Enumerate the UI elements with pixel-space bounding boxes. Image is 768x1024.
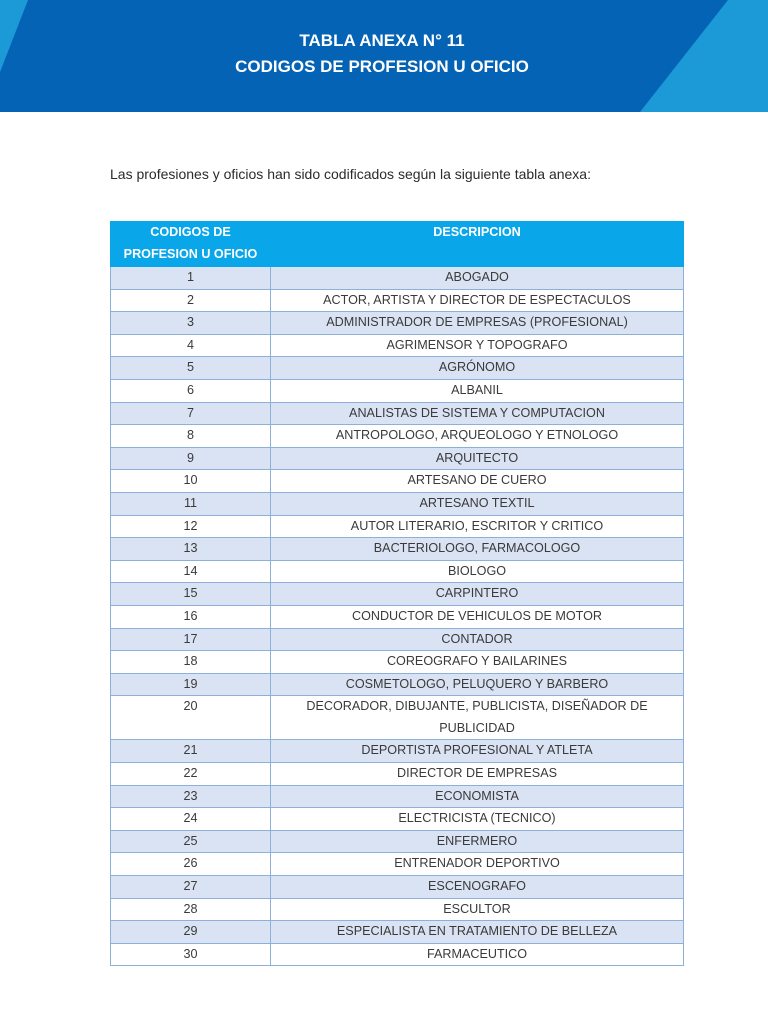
- column-header-code: CODIGOS DE PROFESION U OFICIO: [111, 222, 271, 267]
- description-cell: ACTOR, ARTISTA Y DIRECTOR DE ESPECTACULOS: [271, 289, 684, 312]
- code-cell: 26: [111, 853, 271, 876]
- code-cell: 14: [111, 560, 271, 583]
- code-cell: 22: [111, 763, 271, 786]
- description-cell: CONTADOR: [271, 628, 684, 651]
- table-row: [111, 696, 684, 740]
- table-row: [111, 538, 684, 561]
- table-row: [111, 628, 684, 651]
- table-row: [111, 289, 684, 312]
- table-row: [111, 785, 684, 808]
- table-row: [111, 402, 684, 425]
- header-banner: [0, 0, 768, 112]
- title-line-1: TABLA ANEXA N° 11: [299, 31, 465, 50]
- code-cell: 18: [111, 651, 271, 674]
- description-cell: CARPINTERO: [271, 583, 684, 606]
- table-row: [111, 830, 684, 853]
- code-cell: 13: [111, 538, 271, 561]
- code-cell: 7: [111, 402, 271, 425]
- description-cell: AGRÓNOMO: [271, 357, 684, 380]
- code-cell: 20: [111, 696, 271, 740]
- table-row: [111, 379, 684, 402]
- description-cell: ECONOMISTA: [271, 785, 684, 808]
- table-row: [111, 876, 684, 899]
- table-row: [111, 492, 684, 515]
- table-row: [111, 515, 684, 538]
- table-row: [111, 943, 684, 966]
- table-row: [111, 470, 684, 493]
- description-cell: FARMACEUTICO: [271, 943, 684, 966]
- code-cell: 19: [111, 673, 271, 696]
- description-cell: ELECTRICISTA (TECNICO): [271, 808, 684, 831]
- description-cell: COREOGRAFO Y BAILARINES: [271, 651, 684, 674]
- description-cell: BACTERIOLOGO, FARMACOLOGO: [271, 538, 684, 561]
- description-cell: ADMINISTRADOR DE EMPRESAS (PROFESIONAL): [271, 312, 684, 335]
- code-cell: 28: [111, 898, 271, 921]
- table-row: [111, 425, 684, 448]
- description-cell: ALBANIL: [271, 379, 684, 402]
- table-row: [111, 740, 684, 763]
- description-cell: ENFERMERO: [271, 830, 684, 853]
- code-cell: 24: [111, 808, 271, 831]
- description-cell: DEPORTISTA PROFESIONAL Y ATLETA: [271, 740, 684, 763]
- code-cell: 1: [111, 267, 271, 290]
- table-row: [111, 560, 684, 583]
- description-cell: DECORADOR, DIBUJANTE, PUBLICISTA, DISEÑADOR DE PUBLICIDAD: [271, 696, 684, 740]
- code-cell: 15: [111, 583, 271, 606]
- description-cell: ANALISTAS DE SISTEMA Y COMPUTACION: [271, 402, 684, 425]
- table-row: [111, 808, 684, 831]
- intro-text: Las profesiones y oficios han sido codificados según la siguiente tabla anexa:: [110, 166, 591, 182]
- code-cell: 9: [111, 447, 271, 470]
- description-cell: ESCULTOR: [271, 898, 684, 921]
- table-row: [111, 583, 684, 606]
- description-cell: ARQUITECTO: [271, 447, 684, 470]
- description-cell: BIOLOGO: [271, 560, 684, 583]
- code-cell: 17: [111, 628, 271, 651]
- column-header-description: DESCRIPCION: [271, 222, 684, 267]
- page-title: [0, 28, 764, 80]
- table-row: [111, 312, 684, 335]
- code-cell: 23: [111, 785, 271, 808]
- code-cell: 21: [111, 740, 271, 763]
- description-cell: ABOGADO: [271, 267, 684, 290]
- code-cell: 2: [111, 289, 271, 312]
- table-row: [111, 605, 684, 628]
- description-cell: AGRIMENSOR Y TOPOGRAFO: [271, 334, 684, 357]
- description-cell: AUTOR LITERARIO, ESCRITOR Y CRITICO: [271, 515, 684, 538]
- profession-codes-table: [110, 221, 684, 966]
- code-cell: 4: [111, 334, 271, 357]
- table-row: [111, 357, 684, 380]
- table-row: [111, 763, 684, 786]
- description-cell: COSMETOLOGO, PELUQUERO Y BARBERO: [271, 673, 684, 696]
- code-cell: 27: [111, 876, 271, 899]
- code-cell: 30: [111, 943, 271, 966]
- code-cell: 16: [111, 605, 271, 628]
- description-cell: ARTESANO TEXTIL: [271, 492, 684, 515]
- description-cell: ESCENOGRAFO: [271, 876, 684, 899]
- table-row: [111, 921, 684, 944]
- table-row: [111, 853, 684, 876]
- table-row: [111, 267, 684, 290]
- code-cell: 3: [111, 312, 271, 335]
- code-cell: 5: [111, 357, 271, 380]
- title-line-2: CODIGOS DE PROFESION U OFICIO: [235, 57, 529, 76]
- table-row: [111, 898, 684, 921]
- table-row: [111, 447, 684, 470]
- table-row: [111, 651, 684, 674]
- description-cell: ARTESANO DE CUERO: [271, 470, 684, 493]
- code-cell: 12: [111, 515, 271, 538]
- table-row: [111, 334, 684, 357]
- code-cell: 29: [111, 921, 271, 944]
- description-cell: DIRECTOR DE EMPRESAS: [271, 763, 684, 786]
- table-row: [111, 673, 684, 696]
- code-cell: 25: [111, 830, 271, 853]
- description-cell: ENTRENADOR DEPORTIVO: [271, 853, 684, 876]
- code-cell: 10: [111, 470, 271, 493]
- description-cell: CONDUCTOR DE VEHICULOS DE MOTOR: [271, 605, 684, 628]
- table-header-row: [111, 222, 684, 267]
- code-cell: 11: [111, 492, 271, 515]
- code-cell: 8: [111, 425, 271, 448]
- description-cell: ANTROPOLOGO, ARQUEOLOGO Y ETNOLOGO: [271, 425, 684, 448]
- code-cell: 6: [111, 379, 271, 402]
- description-cell: ESPECIALISTA EN TRATAMIENTO DE BELLEZA: [271, 921, 684, 944]
